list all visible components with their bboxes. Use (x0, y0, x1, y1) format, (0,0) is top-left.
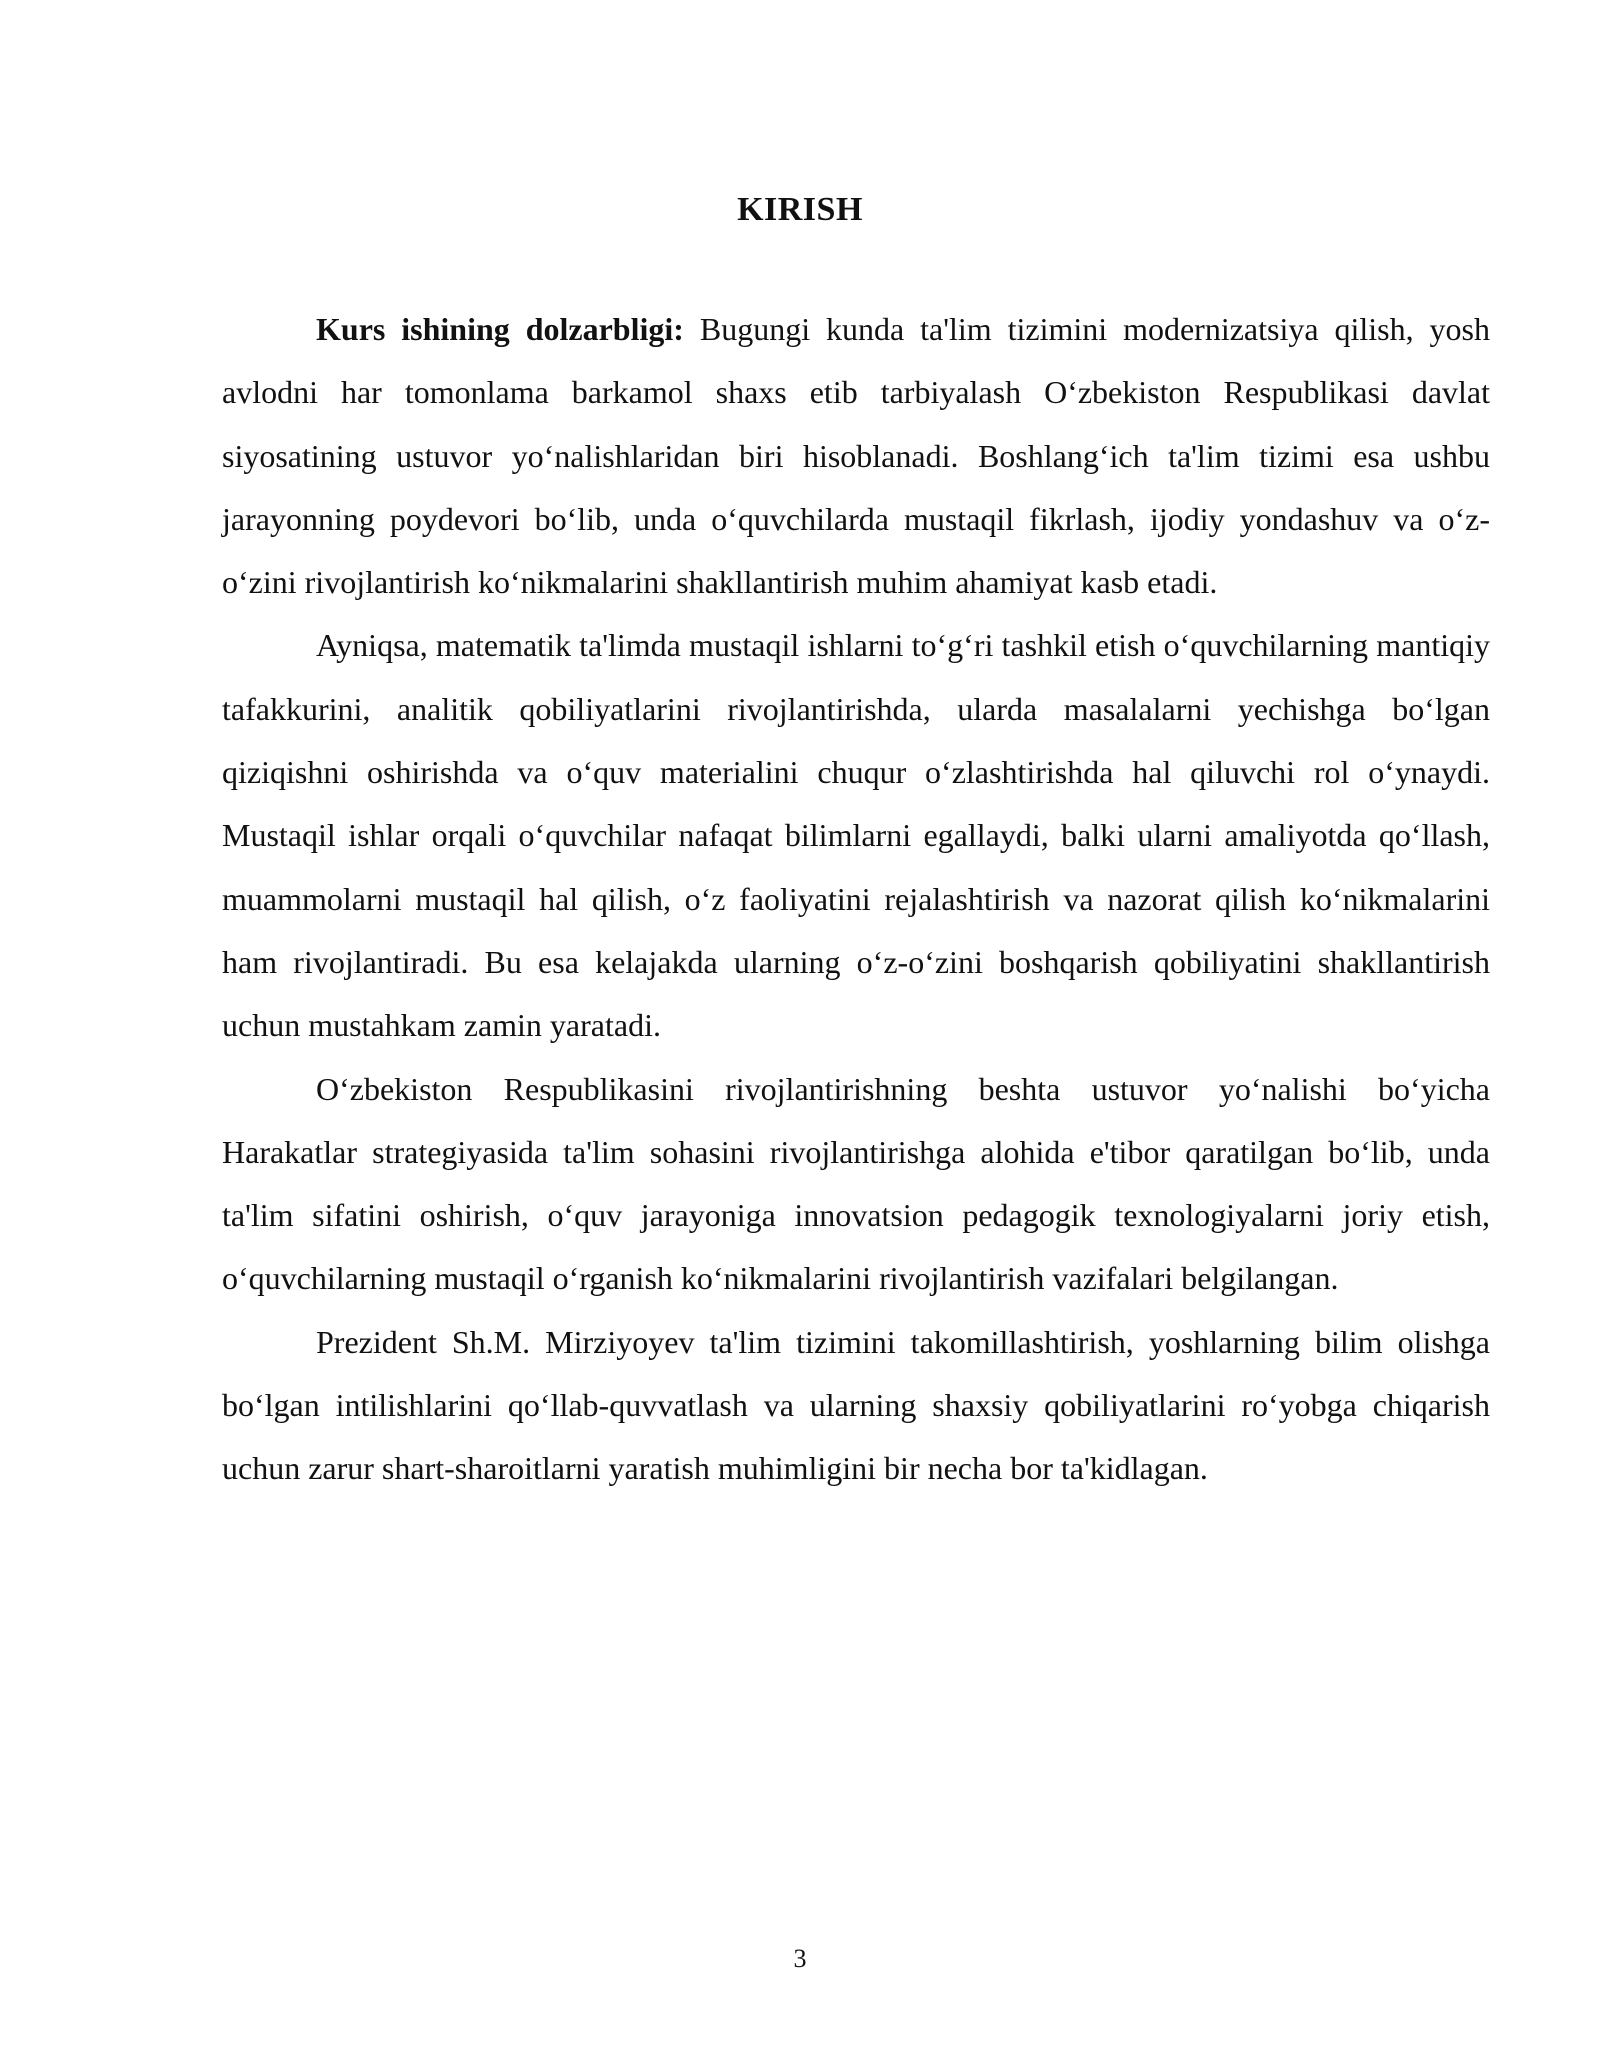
paragraph-relevance (222, 298, 1490, 614)
page-number: 3 (793, 1944, 807, 1973)
page-title: KIRISH (737, 191, 863, 228)
paragraph-math-education: Ayniqsa, matematik ta'limda mustaqil ishlarni to‘g‘ri tashkil etish o‘quvchilarning mantiqiy tafakkurini, analitik qobiliyatlarini rivojlantirishda, ularda masalalarni yechishga bo‘lgan qiziqishni oshirishda va o‘quv materialini chuqur o‘zlashtirishda hal qiluvchi rol o‘ynaydi. Mustaqil ishlar orqali o‘quvchilar nafaqat bilimlarni egallaydi, balki ularni amaliyotda qo‘llash, muammolarni mustaqil hal qilish, o‘z faoliyatini rejalashtirish va nazorat qilish ko‘nikmalarini ham rivojlantiradi. Bu esa kelajakda ularning o‘z-o‘zini boshqarish qobiliyatini shakllantirish uchun mustahkam zamin yaratadi. (222, 627, 1490, 1044)
paragraph-text: Bugungi kunda ta'lim tizimini modernizatsiya qilish, yosh avlodni har tomonlama barkamol shaxs etib tarbiyalash O‘zbekiston Respublikasi davlat siyosatining ustuvor yo‘nalishlaridan biri hisoblanadi. Boshlang‘ich ta'lim tizimi esa ushbu jarayonning poydevori bo‘lib, unda o‘quvchilarda mustaqil fikrlash, ijodiy yondashuv va o‘z-o‘zini rivojlantirish ko‘nikmalarini shakllantirish muhim ahamiyat kasb etadi. (222, 311, 1491, 601)
paragraph-lead-label: Kurs ishining dolzarbligi: (316, 311, 684, 347)
document-body (222, 298, 1490, 1501)
paragraph-action-strategy: O‘zbekiston Respublikasini rivojlantirishning beshta ustuvor yo‘nalishi bo‘yicha Harakatlar strategiyasida ta'lim sohasini rivojlantirishga alohida e'tibor qaratilgan bo‘lib, unda ta'lim sifatini oshirish, o‘quv jarayoniga innovatsion pedagogik texnologiyalarni joriy etish, o‘quvchilarning mustaqil o‘rganish ko‘nikmalarini rivojlantirish vazifalari belgilangan. (222, 1070, 1490, 1297)
paragraph-president: Prezident Sh.M. Mirziyoyev ta'lim tizimini takomillashtirish, yoshlarning bilim olishga bo‘lgan intilishlarini qo‘llab-quvvatlash va ularning shaxsiy qobiliyatlarini ro‘yobga chiqarish uchun zarur shart-sharoitlarni yaratish muhimligini bir necha bor ta'kidlagan. (222, 1323, 1490, 1487)
